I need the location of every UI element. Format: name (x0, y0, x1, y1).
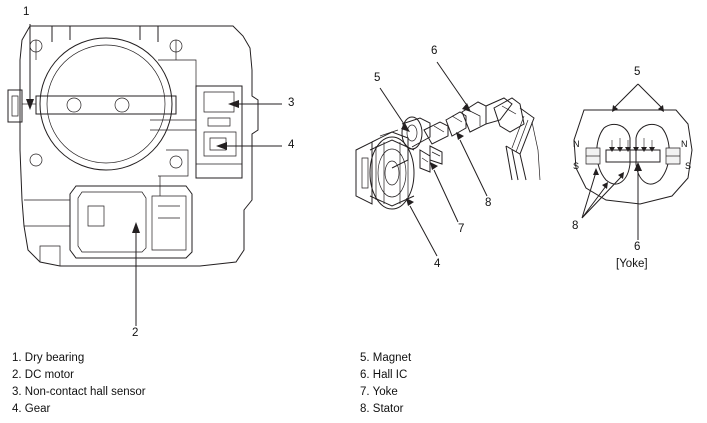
pole-label-n-left: N (573, 139, 580, 149)
yoke-caption: [Yoke] (616, 258, 648, 270)
callout-leaders-middle (380, 62, 487, 256)
callout-2: 2 (132, 327, 139, 339)
legend-item: 4. Gear (12, 403, 51, 415)
callout-7: 7 (458, 223, 465, 235)
pole-label-s-left: S (573, 161, 580, 171)
callout-8: 8 (485, 197, 492, 209)
callout-4-sensor: 4 (288, 139, 295, 151)
legend-item: 1. Dry bearing (12, 352, 85, 364)
legend-item: 8. Stator (360, 403, 404, 415)
legend-item: 5. Magnet (360, 352, 412, 364)
legend-item: 7. Yoke (360, 386, 398, 398)
callout-5-yoke: 5 (634, 66, 641, 78)
callout-4-gear: 4 (434, 258, 441, 270)
callout-6: 6 (431, 45, 438, 57)
legend-right (360, 350, 411, 418)
sensor-exploded-parts (356, 98, 540, 209)
hall-ic (462, 98, 512, 132)
legend-left (12, 350, 146, 418)
callout-8-yoke: 8 (572, 220, 579, 232)
pole-label-s-right: S (685, 161, 692, 171)
legend-item: 3. Non-contact hall sensor (12, 386, 146, 398)
legend-item: 6. Hall IC (360, 369, 408, 381)
pole-label-n-right: N (681, 139, 688, 149)
connector-wires (494, 98, 540, 180)
yoke-cross-section (574, 84, 692, 240)
callout-1: 1 (23, 6, 30, 18)
callout-5: 5 (374, 72, 381, 84)
callout-6-yoke: 6 (634, 241, 641, 253)
legend-item: 2. DC motor (12, 369, 74, 381)
callout-3: 3 (288, 97, 295, 109)
